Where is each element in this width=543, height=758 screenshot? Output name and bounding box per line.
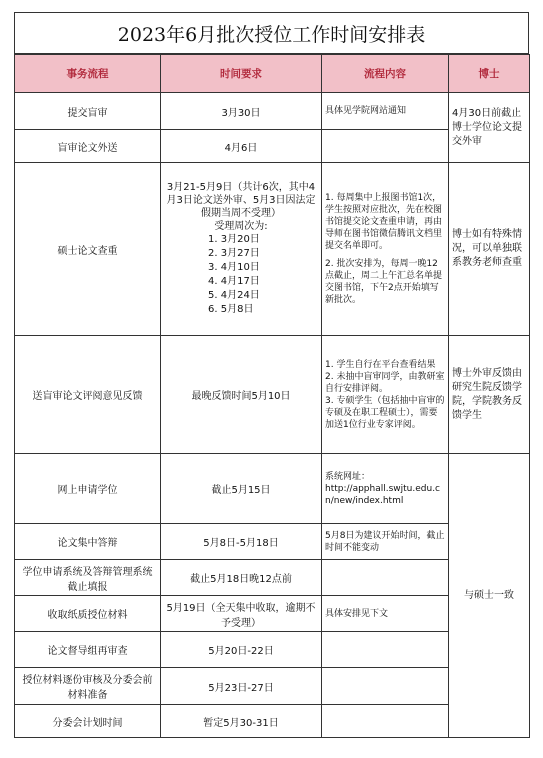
content-cell [322, 560, 449, 596]
table-row [15, 163, 530, 336]
step-cell: 论文督导组再审查 [15, 632, 161, 668]
time-cell [161, 163, 322, 336]
time-cell: 最晚反馈时间5月10日 [161, 336, 322, 454]
content-paragraph: 1. 学生自行在平台查看结果 [325, 359, 436, 370]
content-cell [322, 705, 449, 738]
step-cell: 授位材料逐份审核及分委会前材料准备 [15, 668, 161, 705]
time-cell: 4月6日 [161, 130, 322, 163]
time-list-item: 1. 3月20日 [208, 234, 260, 245]
content-cell [322, 632, 449, 668]
step-cell: 送盲审论文评阅意见反馈 [15, 336, 161, 454]
page-title: 2023年6月批次授位工作时间安排表 [14, 12, 529, 54]
time-cell: 5月19日（全天集中收取，逾期不予受理） [161, 596, 322, 632]
time-list-item: 6. 5月8日 [208, 304, 254, 315]
header-row [15, 55, 530, 93]
content-cell: 5月8日为建议开始时间，截止时间不能变动 [322, 524, 449, 560]
table-row [15, 93, 530, 130]
time-line: 3月21-5月9日（共计6次，其中4月3日论文送外审、5月3日因法定假期当周不受理） [166, 182, 316, 219]
header-cell: 事务流程 [15, 55, 161, 93]
content-cell [322, 163, 449, 336]
content-cell [322, 336, 449, 454]
website-url[interactable]: http://apphall.swjtu.edu.cn/new/index.html [325, 483, 441, 506]
header-cell: 博士 [449, 55, 530, 93]
content-paragraph: 2. 未抽中盲审同学，由教研室自行安排评阅。 [325, 371, 445, 394]
time-list-item: 2. 3月27日 [208, 248, 260, 259]
content-paragraph: 1. 每周集中上报图书馆1次，学生按照对应批次，先在校图书馆提交论文查重申请，再由导师在图书馆微信腾讯文档里提交名单即可。 [325, 193, 443, 251]
step-cell: 论文集中答辩 [15, 524, 161, 560]
time-cell: 3月30日 [161, 93, 322, 130]
time-line: 受理周次为: [214, 221, 268, 232]
phd-cell: 博士如有特殊情况，可以单独联系教务老师查重 [449, 163, 530, 336]
header-cell: 流程内容 [322, 55, 449, 93]
content-cell: 具体安排见下文 [322, 596, 449, 632]
phd-cell: 博士外审反馈由研究生院反馈学院，学院教务反馈学生 [449, 336, 530, 454]
phd-cell: 4月30日前截止博士学位论文提交外审 [449, 93, 530, 163]
table-row [15, 454, 530, 524]
time-cell: 5月20日-22日 [161, 632, 322, 668]
header-cell: 时间要求 [161, 55, 322, 93]
content-cell [322, 454, 449, 524]
time-cell: 5月23日-27日 [161, 668, 322, 705]
step-cell: 收取纸质授位材料 [15, 596, 161, 632]
time-cell: 暂定5月30-31日 [161, 705, 322, 738]
schedule-table [14, 54, 530, 738]
step-cell: 学位申请系统及答辩管理系统截止填报 [15, 560, 161, 596]
content-cell: 具体见学院网站通知 [322, 93, 449, 130]
content-cell [322, 130, 449, 163]
content-paragraph: 系统网址： [325, 471, 371, 482]
step-cell: 网上申请学位 [15, 454, 161, 524]
step-cell: 硕士论文查重 [15, 163, 161, 336]
content-paragraph: 2. 批次安排为，每周一晚12点截止，周二上午汇总名单提交图书馆，下午2点开始填写新批次。 [325, 259, 443, 305]
time-list-item: 4. 4月17日 [208, 276, 260, 287]
table-row [15, 336, 530, 454]
time-cell: 5月8日-5月18日 [161, 524, 322, 560]
step-cell: 分委会计划时间 [15, 705, 161, 738]
time-list-item: 5. 4月24日 [208, 290, 260, 301]
content-cell [322, 668, 449, 705]
time-cell: 截止5月18日晚12点前 [161, 560, 322, 596]
phd-cell: 与硕士一致 [449, 454, 530, 738]
step-cell: 盲审论文外送 [15, 130, 161, 163]
time-list-item: 3. 4月10日 [208, 262, 260, 273]
content-paragraph: 3. 专硕学生（包括抽中盲审的专硕及在职工程硕士），需要加送1位行业专家评阅。 [325, 395, 445, 430]
time-cell: 截止5月15日 [161, 454, 322, 524]
step-cell: 提交盲审 [15, 93, 161, 130]
